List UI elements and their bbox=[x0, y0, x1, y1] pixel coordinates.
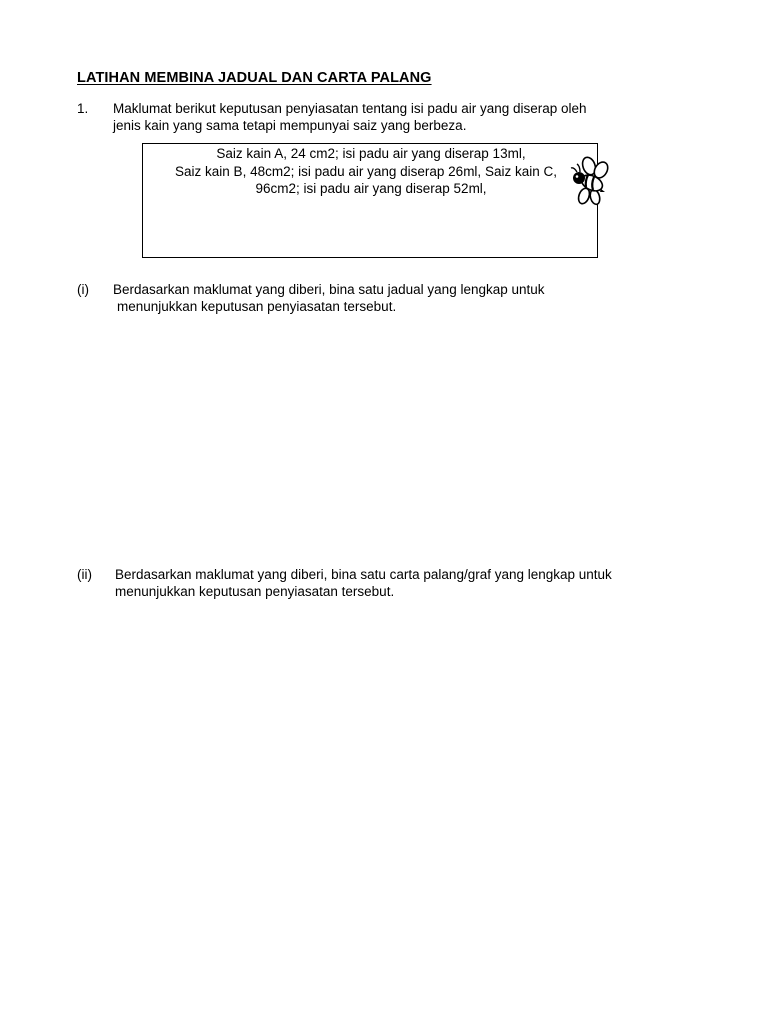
info-box-line-1: Saiz kain A, 24 cm2; isi padu air yang diserap 13ml, bbox=[216, 146, 526, 161]
info-box-line-3: 96cm2; isi padu air yang diserap 52ml, bbox=[255, 181, 487, 196]
bee-icon bbox=[566, 156, 614, 212]
part-i-number: (i) bbox=[77, 282, 89, 297]
question-1-number: 1. bbox=[77, 101, 89, 116]
part-ii-number: (ii) bbox=[77, 567, 92, 582]
info-box-text bbox=[143, 145, 599, 198]
info-box-line-2: Saiz kain B, 48cm2; isi padu air yang diserap 26ml, Saiz kain C, bbox=[175, 163, 557, 179]
part-ii-line-1: Berdasarkan maklumat yang diberi, bina satu carta palang/graf yang lengkap untuk bbox=[115, 567, 612, 582]
question-1-line-1: Maklumat berikut keputusan penyiasatan tentang isi padu air yang diserap oleh bbox=[113, 101, 587, 116]
info-box bbox=[142, 143, 598, 258]
part-i-line-2: menunjukkan keputusan penyiasatan tersebut. bbox=[117, 299, 397, 314]
worksheet-title: LATIHAN MEMBINA JADUAL DAN CARTA PALANG bbox=[77, 70, 432, 86]
part-ii-line-2: menunjukkan keputusan penyiasatan tersebut. bbox=[115, 584, 395, 599]
question-1-line-2: jenis kain yang sama tetapi mempunyai saiz yang berbeza. bbox=[113, 118, 467, 133]
part-i-line-1: Berdasarkan maklumat yang diberi, bina satu jadual yang lengkap untuk bbox=[113, 282, 545, 297]
